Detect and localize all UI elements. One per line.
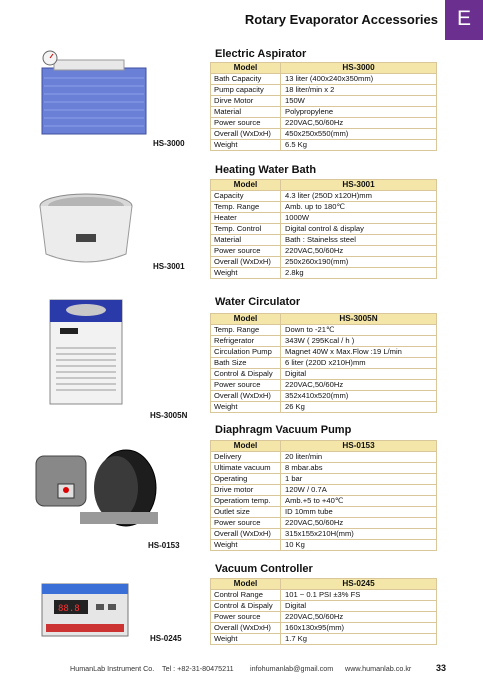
table-row: Pump capacity 18 liter/min x 2	[211, 85, 437, 96]
product-title: Electric Aspirator	[215, 48, 307, 60]
table-row: Weight 26 Kg	[211, 402, 437, 413]
table-row: Overall (WxDxH) 160x130x95(mm)	[211, 623, 437, 634]
table-row: Refrigerator 343W ( 295Kcal / h )	[211, 336, 437, 347]
table-row: Weight 6.5 Kg	[211, 140, 437, 151]
table-row: Weight 2.8kg	[211, 268, 437, 279]
header-model: HS-3000	[281, 63, 437, 74]
header-model: HS-3001	[281, 180, 437, 191]
footer-phone: Tel : +82-31-80475211	[162, 664, 234, 673]
table-row: Capacity 4.3 liter (250D x120H)mm	[211, 191, 437, 202]
table-row: Drive motor 120W / 0.7A	[211, 485, 437, 496]
table-header-row	[211, 441, 437, 452]
model-code: HS-3000	[153, 139, 185, 148]
section-tab: E	[445, 0, 483, 40]
model-code: HS-0153	[148, 541, 180, 550]
table-row: Operatiom temp. Amb.+5 to +40℃	[211, 496, 437, 507]
header-model: HS-3005N	[281, 314, 437, 325]
heating-water-bath-image	[36, 190, 136, 270]
spec-table	[210, 440, 437, 551]
model-code: HS-3005N	[150, 411, 188, 420]
model-code: HS-3001	[153, 262, 185, 271]
product-title: Heating Water Bath	[215, 164, 317, 176]
table-row: Circulation Pump Magnet 40W x Max.Flow :19 L/min	[211, 347, 437, 358]
table-row: Weight 1.7 Kg	[211, 634, 437, 645]
spec-table	[210, 179, 437, 279]
table-row: Control Range 101 ~ 0.1 PSI ±3% FS	[211, 590, 437, 601]
table-row: Outlet size ID 10mm tube	[211, 507, 437, 518]
footer-email[interactable]: infohumanlab@gmail.com	[250, 664, 334, 673]
table-row: Temp. Control Digital control & display	[211, 224, 437, 235]
model-code: HS-0245	[150, 634, 182, 643]
spec-table	[210, 62, 437, 151]
table-row: Power source 220VAC,50/60Hz	[211, 612, 437, 623]
electric-aspirator-image	[34, 48, 154, 138]
table-row: Control & Dispaly Digital	[211, 601, 437, 612]
header-model: HS-0245	[281, 579, 437, 590]
product-title: Diaphragm Vacuum Pump	[215, 424, 352, 436]
table-row: Bath Capacity 13 liter (400x240x350mm)	[211, 74, 437, 85]
table-row: Ultimate vacuum 8 mbar.abs	[211, 463, 437, 474]
footer-company: HumanLab Instrument Co.	[70, 664, 155, 673]
table-header-row	[211, 63, 437, 74]
table-row: Material Polypropylene	[211, 107, 437, 118]
water-circulator-image	[46, 298, 126, 406]
table-row: Overall (WxDxH) 250x260x190(mm)	[211, 257, 437, 268]
header-label: Model	[211, 63, 281, 74]
table-row: Bath Size 6 liter (220D x210H)mm	[211, 358, 437, 369]
table-row: Operating 1 bar	[211, 474, 437, 485]
vacuum-pump-image	[30, 436, 160, 532]
spec-table	[210, 578, 437, 645]
product-title: Vacuum Controller	[215, 563, 313, 575]
table-header-row	[211, 180, 437, 191]
table-row: Overall (WxDxH) 450x250x550(mm)	[211, 129, 437, 140]
table-header-row	[211, 579, 437, 590]
table-row: Power source 220VAC,50/60Hz	[211, 118, 437, 129]
table-row: Delivery 20 liter/min	[211, 452, 437, 463]
table-row: Control & Dispaly Digital	[211, 369, 437, 380]
header-label: Model	[211, 180, 281, 191]
page-title: Rotary Evaporator Accessories	[244, 12, 438, 27]
header-label: Model	[211, 441, 281, 452]
footer-website[interactable]: www.humanlab.co.kr	[345, 664, 412, 673]
table-row: Power source 220VAC,50/60Hz	[211, 518, 437, 529]
vacuum-controller-image	[40, 582, 130, 638]
spec-table	[210, 313, 437, 413]
table-row: Temp. Range Amb. up to 180℃	[211, 202, 437, 213]
table-row: Overall (WxDxH) 315x155x210H(mm)	[211, 529, 437, 540]
table-row: Weight 10 Kg	[211, 540, 437, 551]
header-label: Model	[211, 314, 281, 325]
table-row: Temp. Range Down to -21℃	[211, 325, 437, 336]
table-row: Power source 220VAC,50/60Hz	[211, 246, 437, 257]
table-row: Material Bath : Stainelss steel	[211, 235, 437, 246]
table-row: Power source 220VAC,50/60Hz	[211, 380, 437, 391]
header-model: HS-0153	[281, 441, 437, 452]
table-row: Overall (WxDxH) 352x410x520(mm)	[211, 391, 437, 402]
table-row: Heater 1000W	[211, 213, 437, 224]
product-title: Water Circulator	[215, 296, 301, 308]
header-label: Model	[211, 579, 281, 590]
svg-text:88.8: 88.8	[58, 604, 80, 614]
page-number: 33	[436, 663, 447, 673]
table-header-row	[211, 314, 437, 325]
table-row: Dirve Motor 150W	[211, 96, 437, 107]
